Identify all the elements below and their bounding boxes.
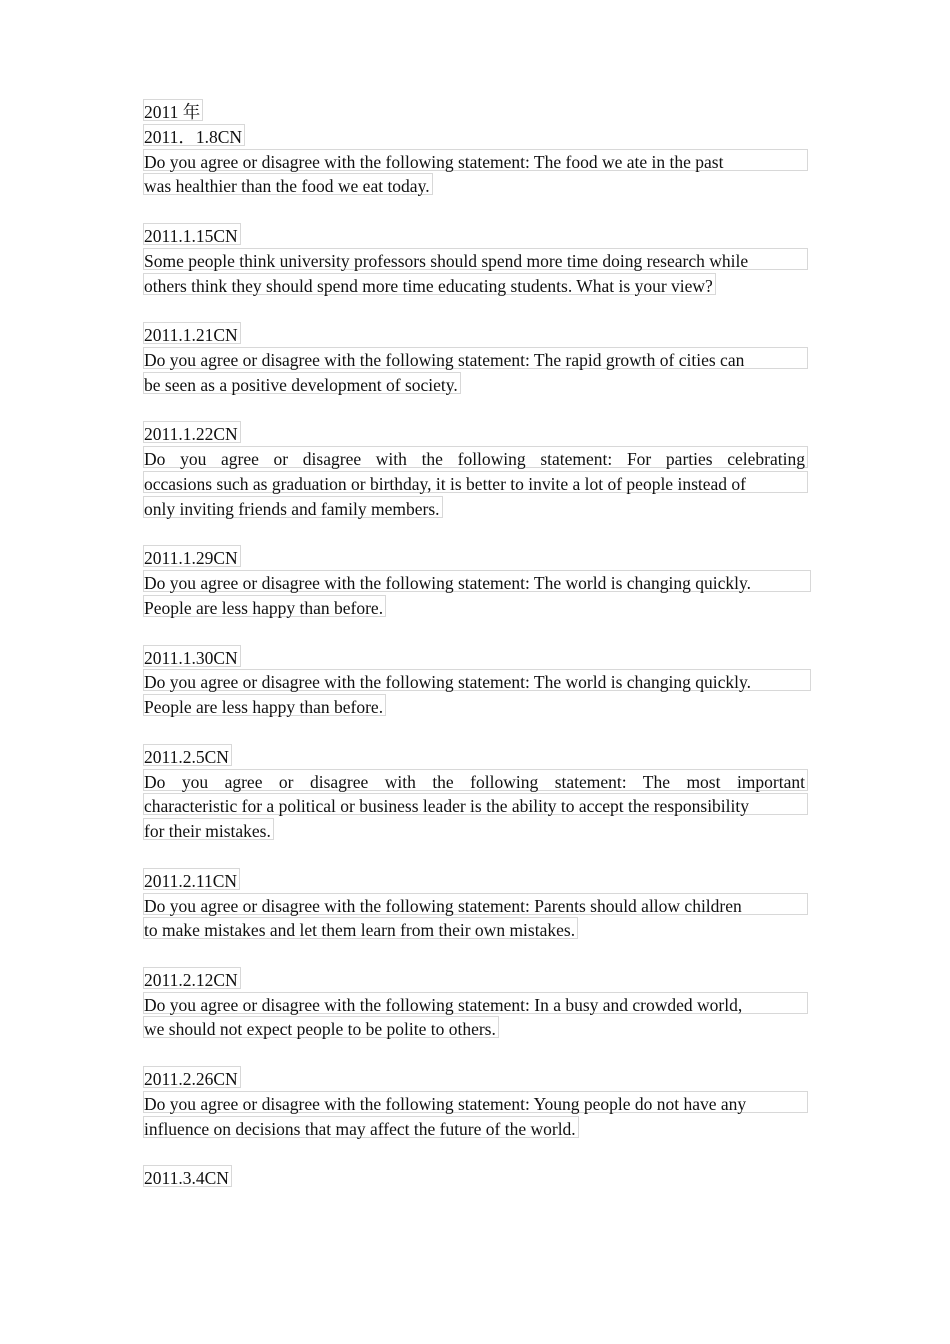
entry-date-text: 2011.1.30CN bbox=[143, 645, 241, 667]
entry-text: Do you agree or disagree with the following statement: The world is changing quickly. bbox=[143, 669, 811, 691]
entry-date bbox=[143, 966, 808, 991]
entry-date bbox=[143, 743, 808, 768]
entry-date-text: 2011.3.4CN bbox=[143, 1165, 232, 1187]
entry-date-text: 2011.2.12CN bbox=[143, 967, 241, 989]
entry-text: Do you agree or disagree with the following statement: Young people do not have any bbox=[143, 1091, 808, 1113]
entry-text-line bbox=[143, 445, 808, 470]
entry-date-text: 2011.2.5CN bbox=[143, 744, 232, 766]
entry-text: was healthier than the food we eat today. bbox=[143, 173, 433, 195]
entry-text-line bbox=[143, 668, 808, 693]
entry-date bbox=[143, 644, 808, 669]
entry-date bbox=[143, 867, 808, 892]
document-page bbox=[143, 98, 808, 1189]
entry-text-line bbox=[143, 792, 808, 817]
entry-text-line bbox=[143, 916, 808, 941]
entry-text: Do you agree or disagree with the following statement: The food we ate in the past bbox=[143, 149, 808, 171]
entry-text: Do you agree or disagree with the following statement: For parties celebrating bbox=[143, 446, 808, 468]
entry-text-line bbox=[143, 569, 808, 594]
entry-text-line bbox=[143, 693, 808, 718]
entry-text-line bbox=[143, 470, 808, 495]
entry-text: People are less happy than before. bbox=[143, 595, 386, 617]
entry-text: Do you agree or disagree with the following statement: The most important bbox=[143, 769, 808, 791]
entry-date bbox=[143, 1164, 808, 1189]
entry-text-line bbox=[143, 1015, 808, 1040]
entry-text-line bbox=[143, 1090, 808, 1115]
entry-text-line bbox=[143, 371, 808, 396]
entry-date-text: 2011．1.8CN bbox=[143, 124, 245, 146]
entry-date bbox=[143, 544, 808, 569]
entry-text-line bbox=[143, 768, 808, 793]
entry-text-line bbox=[143, 991, 808, 1016]
entry-text: occasions such as graduation or birthday, it is better to invite a lot of people instead of bbox=[143, 471, 808, 493]
year-heading bbox=[143, 98, 808, 123]
entry-text-line bbox=[143, 148, 808, 173]
entry-date bbox=[143, 222, 808, 247]
entry-text: for their mistakes. bbox=[143, 818, 274, 840]
entry-text: only inviting friends and family members. bbox=[143, 496, 443, 518]
entry-text-line bbox=[143, 1115, 808, 1140]
entry-text: influence on decisions that may affect the future of the world. bbox=[143, 1116, 579, 1138]
year-heading-text: 2011 年 bbox=[143, 99, 203, 121]
entry-date-text: 2011.1.22CN bbox=[143, 421, 241, 443]
entry-text-line bbox=[143, 346, 808, 371]
entry-text: to make mistakes and let them learn from their own mistakes. bbox=[143, 917, 578, 939]
entry-text-line bbox=[143, 272, 808, 297]
entry-text-line bbox=[143, 892, 808, 917]
entry-date-text: 2011.1.15CN bbox=[143, 223, 241, 245]
entry-text: others think they should spend more time educating students. What is your view? bbox=[143, 273, 716, 295]
entry-text-line bbox=[143, 172, 808, 197]
entry-text-line bbox=[143, 594, 808, 619]
entry-date-text: 2011.1.29CN bbox=[143, 545, 241, 567]
entry-date bbox=[143, 1065, 808, 1090]
entry-date bbox=[143, 420, 808, 445]
entry-text: Do you agree or disagree with the following statement: The rapid growth of cities can bbox=[143, 347, 808, 369]
entry-text: Do you agree or disagree with the following statement: In a busy and crowded world, bbox=[143, 992, 808, 1014]
entry-text-line bbox=[143, 495, 808, 520]
entry-text: Do you agree or disagree with the following statement: The world is changing quickly. bbox=[143, 570, 811, 592]
entry-text: we should not expect people to be polite to others. bbox=[143, 1016, 499, 1038]
entry-text: be seen as a positive development of society. bbox=[143, 372, 461, 394]
entry-text: People are less happy than before. bbox=[143, 694, 386, 716]
entry-date bbox=[143, 321, 808, 346]
entry-text: Some people think university professors should spend more time doing research while bbox=[143, 248, 808, 270]
entry-text: characteristic for a political or business leader is the ability to accept the responsibility bbox=[143, 793, 808, 815]
entry-date-text: 2011.1.21CN bbox=[143, 322, 241, 344]
entry-date-text: 2011.2.26CN bbox=[143, 1066, 241, 1088]
entry-text-line bbox=[143, 247, 808, 272]
entry-date-text: 2011.2.11CN bbox=[143, 868, 240, 890]
entry-text: Do you agree or disagree with the following statement: Parents should allow children bbox=[143, 893, 808, 915]
entry-date bbox=[143, 123, 808, 148]
entry-text-line bbox=[143, 817, 808, 842]
